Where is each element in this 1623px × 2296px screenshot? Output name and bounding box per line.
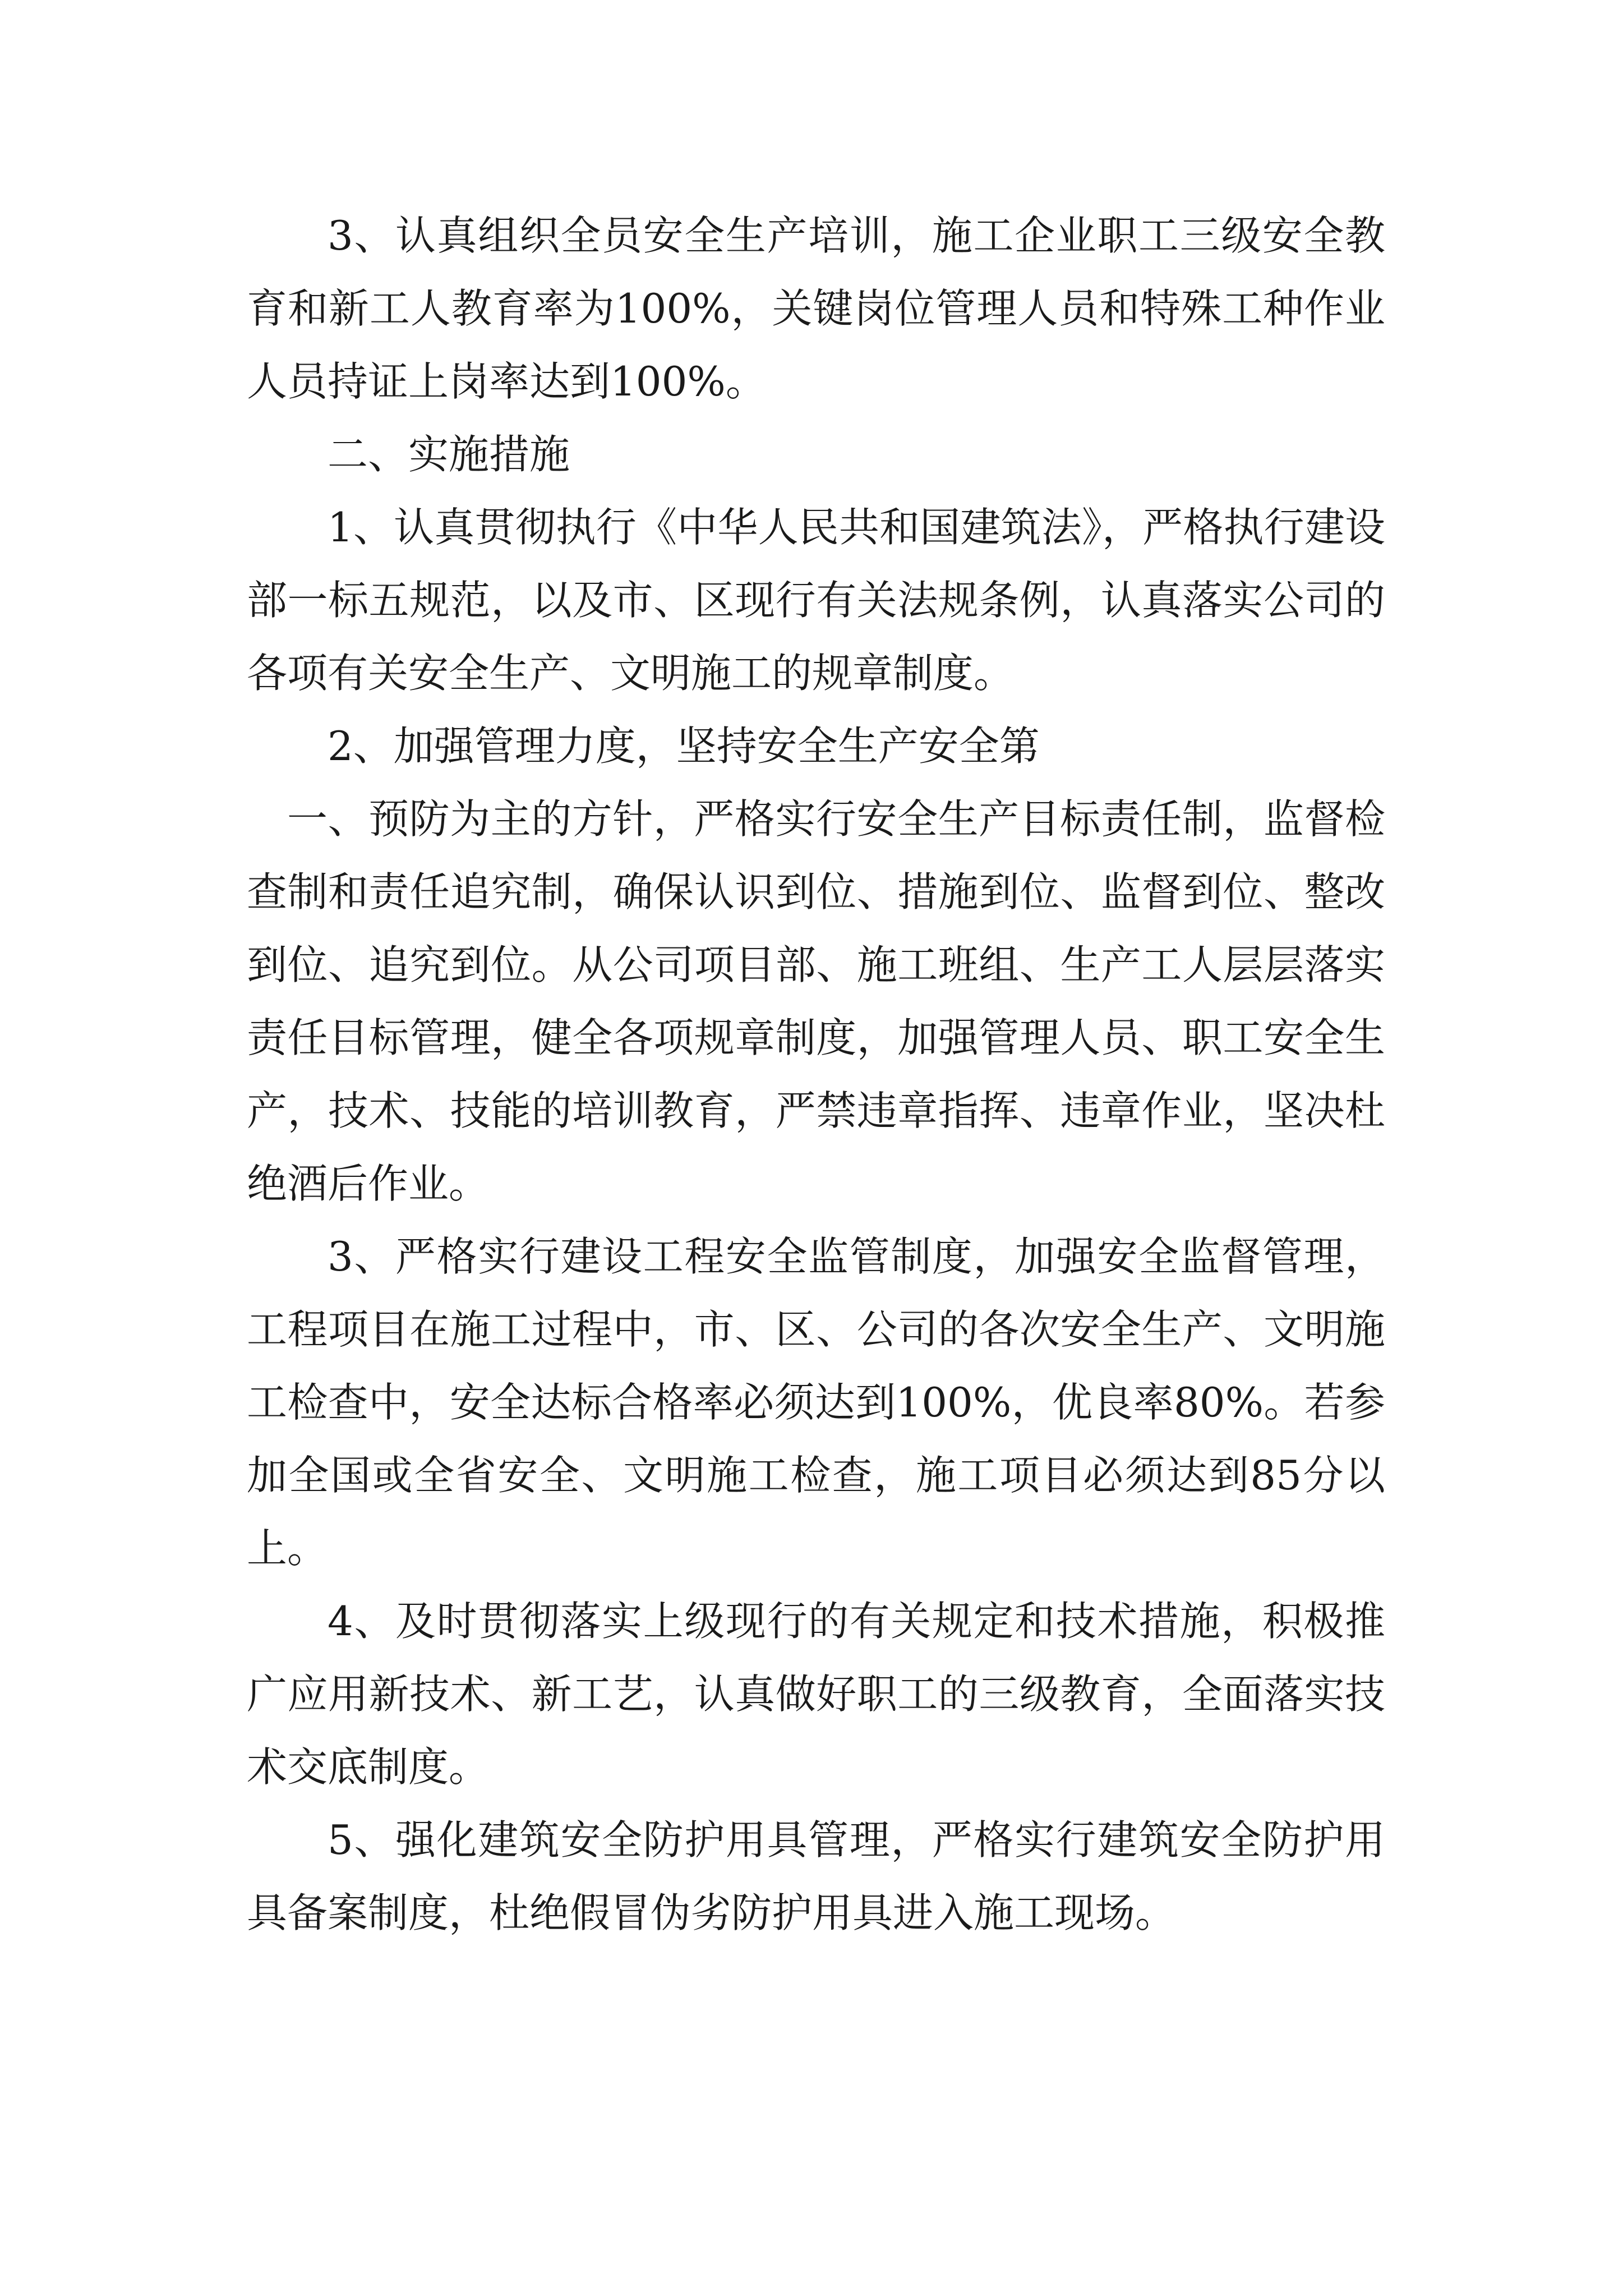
- paragraph-management-intro: 2、加强管理力度，坚持安全生产安全第: [328, 723, 1040, 770]
- paragraph-training: 3、认真组织全员安全生产培训，施工企业职工三级安全教育和新工人教育率为100%，关键岗位管理人员和特殊工种作业人员持证上岗率达到100%。: [247, 212, 1385, 405]
- paragraph-law: 1、认真贯彻执行《中华人民共和国建筑法》，严格执行建设部一标五规范，以及市、区现行有关法规条例，认真落实公司的各项有关安全生产、文明施工的规章制度。: [247, 504, 1385, 697]
- section-heading-measures: 二、实施措施: [328, 431, 570, 478]
- paragraph-supervision: 3、严格实行建设工程安全监管制度，加强安全监督管理，工程项目在施工过程中，市、区、公司的各次安全生产、文明施工检查中，安全达标合格率必须达到100%，优良率80%。若参加全国或全省安全、文明施工检查，施工项目必须达到85分以上。: [247, 1233, 1385, 1572]
- paragraph-protective-equipment: 5、强化建筑安全防护用具管理，严格实行建筑安全防护用具备案制度，杜绝假冒伪劣防护用具进入施工现场。: [247, 1816, 1385, 1936]
- document-body: [247, 199, 1385, 1949]
- paragraph-prevention: 一、预防为主的方针，严格实行安全生产目标责任制，监督检查制和责任追究制，确保认识到位、措施到位、监督到位、整改到位、追究到位。从公司项目部、施工班组、生产工人层层落实责任目标管理，健全各项规章制度，加强管理人员、职工安全生产，技术、技能的培训教育，严禁违章指挥、违章作业，坚决杜绝酒后作业。: [247, 795, 1385, 1207]
- paragraph-technology: 4、及时贯彻落实上级现行的有关规定和技术措施，积极推广应用新技术、新工艺，认真做好职工的三级教育，全面落实技术交底制度。: [247, 1598, 1385, 1791]
